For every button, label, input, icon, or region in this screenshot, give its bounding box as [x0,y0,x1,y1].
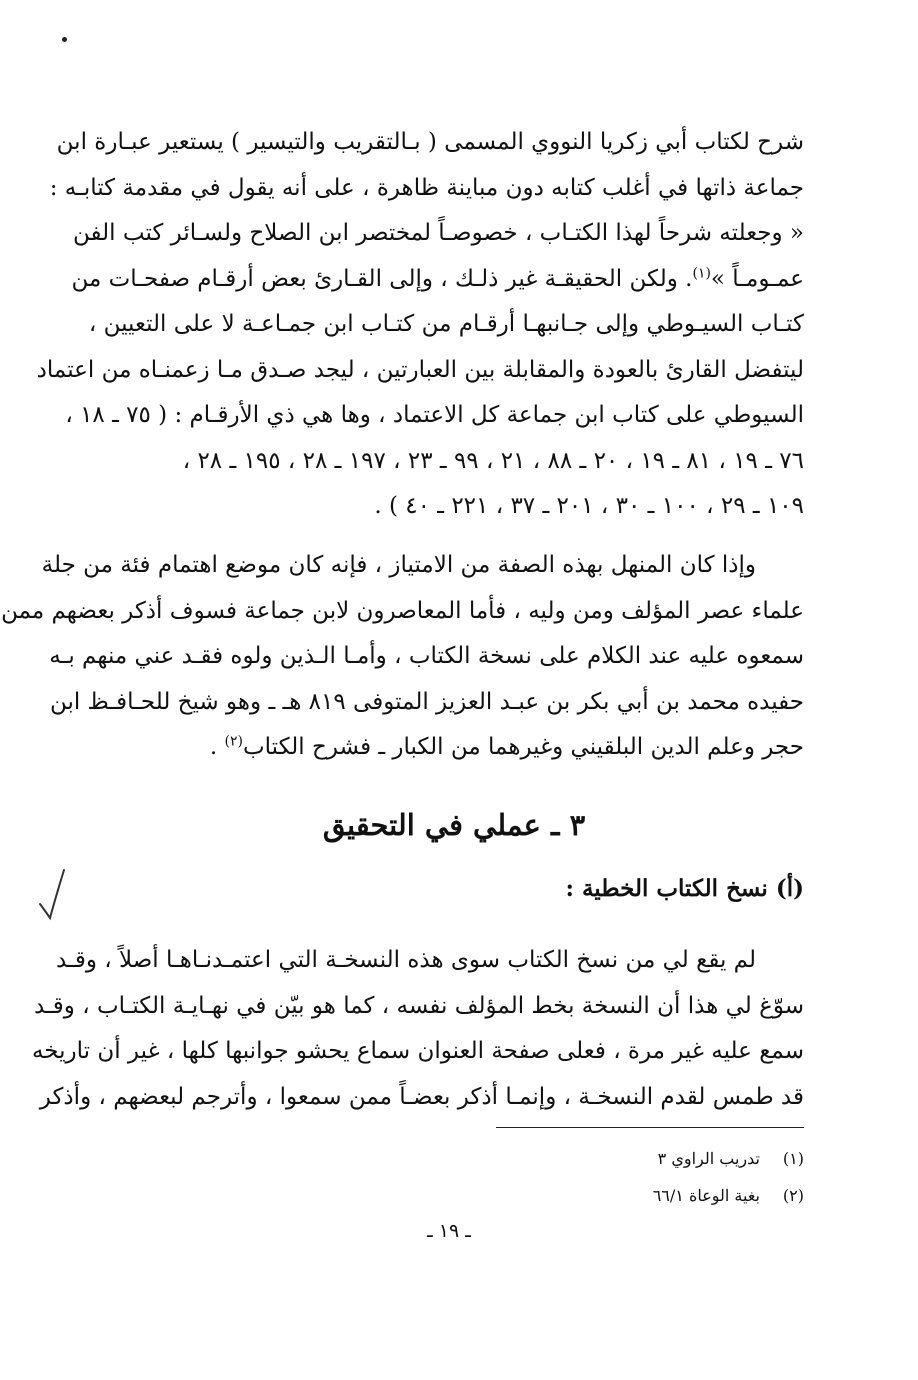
paragraph-1-line-2: جماعة ذاتها في أغلب كتابه دون مباينة ظاهرة ، على أنه يقول في مقدمة كتابـه : [49,174,804,201]
paragraph-1-line-6: ليتفضل القارئ بالعودة والمقابلة بين العبارتين ، ليجد صـدق مـا زعمنـاه من اعتماد [36,356,804,383]
check-mark-icon [36,866,68,922]
footnote-1-text: تدريب الراوي ٣ [657,1149,760,1168]
paragraph-3-line-2: سوّغ لي هذا أن النسخة بخط المؤلف نفسه ، كما هو بيّن في نهـايـة الكتـاب ، وقـد [34,992,804,1019]
paragraph-2-line-3: سمعوه عليه عند الكلام على نسخة الكتاب ، وأمـا الـذين ولوه فقـد عني منهم بـه [49,643,804,669]
paragraph-2-line-4: حفيده محمد بن أبي بكر بن عبـد العزيز المتوفى ٨١٩ هـ ـ وهو شيخ للحـافـظ ابن [49,688,804,715]
sub-heading: (أ) نسخ الكتاب الخطية : [565,875,804,902]
paragraph-2-line-5 [104,725,804,771]
paragraph-1-line-7: السيوطي على كتاب ابن جماعة كل الاعتماد ، وها هي ذي الأرقـام : ( ٧٥ ـ ١٨ ، [65,402,804,428]
paragraph-2-line-5-text: حجر وعلم الدين البلقيني وغيرهما من الكبار ـ فشرح الكتاب [243,734,804,760]
paragraph-3-line-4: قد طمس لقدم النسخـة ، وإنمـا أذكر بعضـاً ممن سمعوا ، وأترجم لبعضهم ، وأذكر [39,1083,804,1110]
paragraph-3-line-1: لم يقع لي من نسخ الكتاب سوى هذه النسخـة التي اعتمـدنـاهـا أصلاً ، وقـد [56,947,756,973]
footnotes [653,1140,804,1214]
paragraph-2-line-2: علماء عصر المؤلف ومن وليه ، فأما المعاصرون لابن جماعة فسوف أذكر بعضهم ممن [1,597,804,624]
footnote-divider [496,1127,804,1128]
footnote-2 [653,1177,804,1214]
paragraph-1-line-3: « وجعلته شرحاً لهذا الكتـاب ، خصوصـاً لمختصر ابن الصلاح ولسـائر كتب الفن [73,220,804,246]
ink-dot-mark [62,37,67,42]
paragraph-3-line-3: سمع عليه غير مرة ، فعلى صفحة العنوان سماع يحشو جوانبها كلها ، غير أن تاريخه [31,1038,804,1064]
footnote-ref-2[interactable]: (٢) [224,733,243,750]
paragraph-1-line-1: شرح لكتاب أبي زكريا النووي المسمى ( بـالتقريب والتيسير ) يستعير عبـارة ابن [56,129,804,155]
footnote-1 [653,1140,804,1177]
page-number: ـ ١٩ ـ [427,1220,471,1242]
paragraph-1-line-9: ١٠٩ ـ ٢٩ ، ١٠٠ ـ ٣٠ ، ٢٠١ ـ ٣٧ ، ٢٢١ ـ ٤٠ ) . [374,493,804,519]
footnote-1-number: (١) [782,1149,804,1168]
paragraph-1-line-4 [71,257,804,303]
footnote-2-text: بغية الوعاة ٦٦/١ [652,1186,760,1205]
footnote-2-number: (٢) [782,1186,804,1205]
paragraph-1-line-5: كتـاب السيـوطي وإلى جـانبهـا أرقـام من كتـاب ابن جمـاعـة لا على التعيين ، [88,311,804,337]
paragraph-1 [36,120,804,530]
section-heading: ٣ ـ عملي في التحقيق [322,808,586,842]
paragraph-3 [31,938,804,1120]
paragraph-1-line-8: ٧٦ ـ ١٩ ، ٨١ ـ ١٩ ، ٢٠ ـ ٨٨ ، ٢١ ، ٩٩ ـ ٢٣ ، ١٩٧ ـ ٢٨ ، ١٩٥ ـ ٢٨ ، [182,447,804,474]
paragraph-1-line-4-start: عمـومـاً » [710,265,804,292]
paragraph-2-line-1: وإذا كان المنهل بهذه الصفة من الامتياز ، فإنه كان موضع اهتمام فئة من جلة [41,552,756,578]
footnote-ref-1[interactable]: (١) [692,264,711,281]
paragraph-2 [1,543,804,771]
paragraph-2-line-5-end: . [209,734,225,760]
paragraph-1-line-4-end: . ولكن الحقيقـة غير ذلـك ، وإلى القـارئ بعض أرقـام صفحـات من [71,265,693,292]
